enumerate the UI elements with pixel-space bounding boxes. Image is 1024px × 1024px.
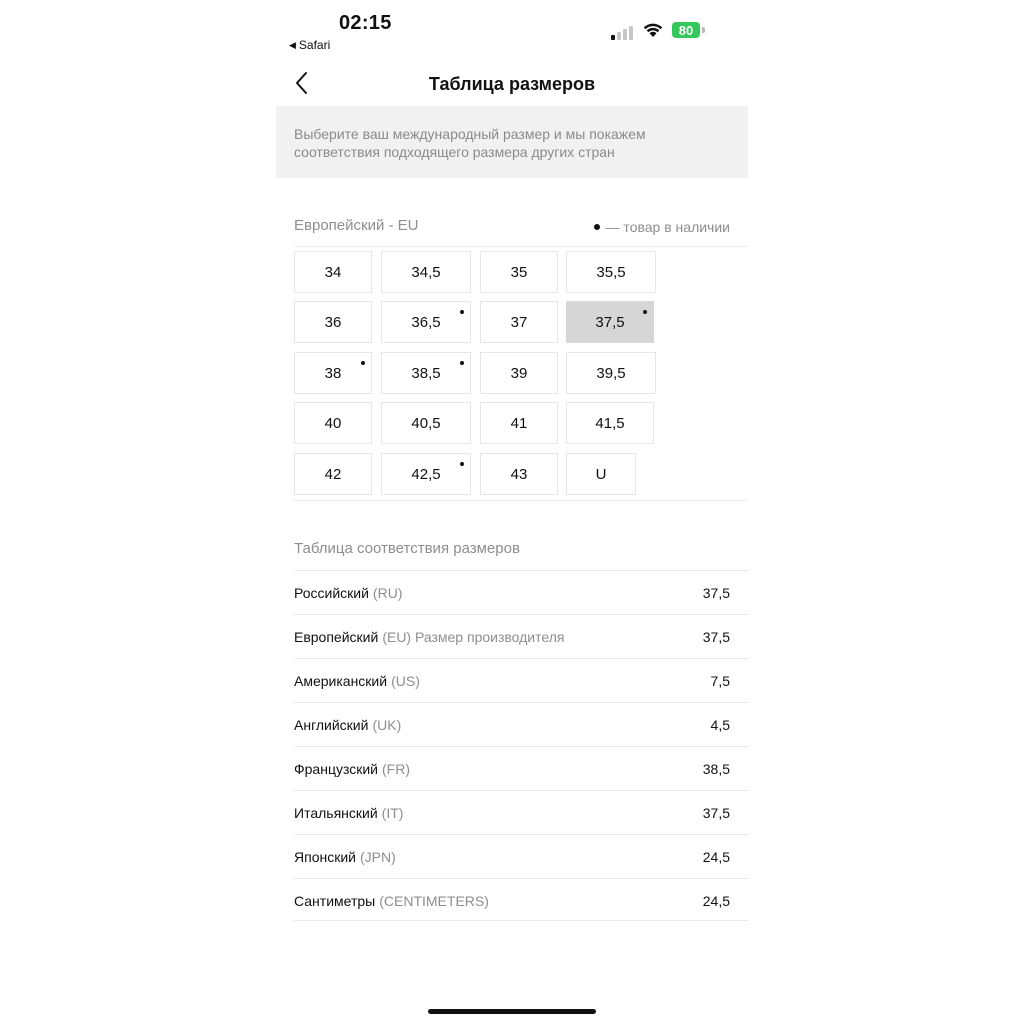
size-option-label: 37	[510, 313, 528, 331]
size-option-label: 41,5	[595, 414, 625, 432]
conversion-row	[294, 834, 748, 878]
size-option[interactable]	[566, 402, 654, 444]
conversion-code: (US)	[391, 672, 420, 689]
conversion-row	[294, 878, 748, 922]
conversion-code: (EU) Размер производителя	[382, 628, 565, 645]
size-option[interactable]	[294, 453, 372, 495]
size-option[interactable]	[381, 402, 471, 444]
back-to-app-link[interactable]	[289, 38, 330, 52]
size-option-label: 43	[510, 465, 528, 483]
back-app-label: Safari	[298, 38, 331, 52]
size-option[interactable]	[294, 402, 372, 444]
conversion-value: 4,5	[710, 716, 730, 733]
divider	[294, 246, 748, 247]
size-option-label: 42	[324, 465, 342, 483]
size-option[interactable]	[294, 301, 372, 343]
size-option-label: U	[595, 465, 607, 483]
availability-dot-icon	[460, 361, 464, 365]
size-option[interactable]	[480, 251, 558, 293]
size-option[interactable]	[381, 251, 471, 293]
conversion-row	[294, 658, 748, 702]
conversion-row	[294, 790, 748, 834]
wifi-icon	[642, 22, 664, 38]
home-indicator[interactable]	[428, 1009, 596, 1014]
availability-dot-icon	[361, 361, 365, 365]
battery-level: 80	[678, 22, 694, 38]
size-option-label: 34	[324, 263, 342, 281]
conversion-country: Итальянский	[294, 804, 378, 821]
conversion-country: Европейский	[294, 628, 379, 645]
conversion-code: (UK)	[372, 716, 402, 733]
availability-legend	[594, 219, 730, 235]
battery-charging-icon	[672, 22, 700, 38]
size-option-label: 34,5	[411, 263, 441, 281]
size-option[interactable]	[294, 251, 372, 293]
conversion-value: 24,5	[702, 892, 730, 909]
conversion-country: Российский	[294, 584, 369, 601]
conversion-value: 37,5	[702, 804, 730, 821]
size-option-label: 37,5	[595, 313, 625, 331]
availability-dot-icon	[594, 224, 600, 230]
conversion-value: 37,5	[702, 628, 730, 645]
conversion-row	[294, 702, 748, 746]
info-banner: Выберите ваш международный размер и мы покажем соответствия подходящего размера других стран	[276, 106, 748, 178]
availability-dot-icon	[460, 310, 464, 314]
conversion-value: 24,5	[702, 848, 730, 865]
size-option-label: 36,5	[411, 313, 441, 331]
size-option[interactable]	[480, 402, 558, 444]
size-option[interactable]	[294, 352, 372, 394]
size-option[interactable]	[566, 301, 654, 343]
size-option[interactable]	[566, 352, 656, 394]
conversion-code: (JPN)	[359, 848, 396, 865]
size-option-label: 42,5	[411, 465, 441, 483]
size-option[interactable]	[381, 453, 471, 495]
conversion-country: Японский	[294, 848, 356, 865]
status-time: 02:15	[339, 12, 392, 34]
size-option-label: 40,5	[411, 414, 441, 432]
conversion-row	[294, 746, 748, 790]
conversion-value: 38,5	[702, 760, 730, 777]
size-option[interactable]	[480, 453, 558, 495]
conversion-country: Сантиметры	[294, 892, 376, 909]
legend-text: — товар в наличии	[605, 219, 730, 235]
size-option-label: 35,5	[596, 263, 626, 281]
size-option[interactable]	[381, 301, 471, 343]
conversion-country: Французский	[294, 760, 378, 777]
conversion-country: Английский	[294, 716, 369, 733]
conversion-code: (IT)	[381, 804, 404, 821]
size-option[interactable]	[480, 352, 558, 394]
size-option[interactable]	[566, 453, 636, 495]
size-option[interactable]	[381, 352, 471, 394]
back-triangle-icon: ◀	[289, 39, 296, 50]
divider	[294, 500, 748, 501]
conversion-row	[294, 570, 748, 614]
size-option-label: 40	[324, 414, 342, 432]
conversion-title: Таблица соответствия размеров	[294, 540, 520, 557]
size-option-label: 36	[324, 313, 342, 331]
conversion-value: 37,5	[702, 584, 730, 601]
conversion-code: (FR)	[382, 760, 410, 777]
cellular-signal-icon	[611, 26, 633, 40]
divider	[294, 920, 748, 921]
size-option-label: 39,5	[596, 364, 626, 382]
conversion-country: Американский	[294, 672, 388, 689]
conversion-code: (CENTIMETERS)	[379, 892, 489, 909]
conversion-value: 7,5	[710, 672, 730, 689]
size-option-label: 38	[324, 364, 342, 382]
availability-dot-icon	[643, 310, 647, 314]
eu-section-label: Европейский - EU	[294, 217, 419, 234]
size-option-label: 39	[510, 364, 528, 382]
conversion-code: (RU)	[372, 584, 403, 601]
size-option[interactable]	[566, 251, 656, 293]
phone-screen	[276, 0, 748, 1024]
page-title: Таблица размеров	[428, 74, 596, 94]
battery-tip	[702, 27, 705, 33]
availability-dot-icon	[460, 462, 464, 466]
conversion-row	[294, 614, 748, 658]
size-option[interactable]	[480, 301, 558, 343]
size-option-label: 41	[510, 414, 528, 432]
size-option-label: 38,5	[411, 364, 441, 382]
size-option-label: 35	[510, 263, 528, 281]
